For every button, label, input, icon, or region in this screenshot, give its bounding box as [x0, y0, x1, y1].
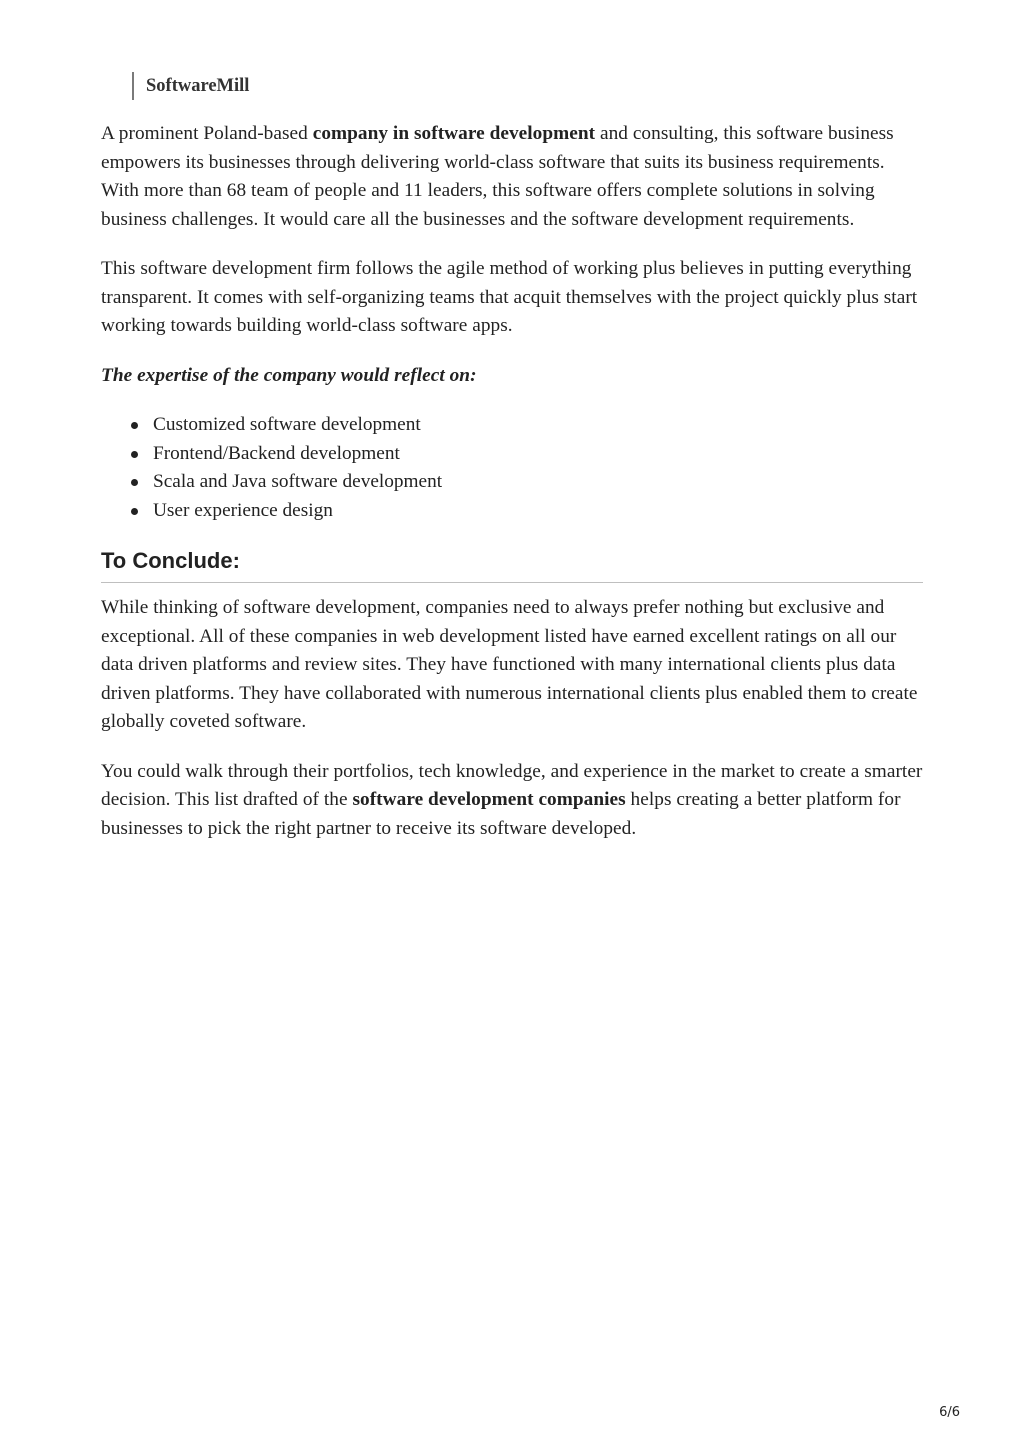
list-item-text: Frontend/Backend development [153, 442, 400, 464]
intro-text-start: A prominent Poland-based [101, 123, 313, 144]
list-item-text: User experience design [153, 499, 333, 521]
company-link-text: company in software development [312, 123, 596, 144]
portfolio-text-end: helps creating a better platform for businesses to pick the right partner to receive its software developed. [101, 789, 901, 839]
list-item [153, 497, 923, 526]
expertise-heading: The expertise of the company would reflect on: [101, 364, 477, 386]
bullet-icon [131, 508, 138, 515]
article-content [101, 120, 923, 864]
intro-text-end: and consulting, this software business empowers its businesses through delivering world-class software that suits its business requirements. With more than 68 team of people and 11 leaders, this software offers complete solutions in solving business challenges. It would care all the businesses and the software development requirements. [101, 123, 894, 230]
list-item [153, 411, 923, 440]
companies-link-text: software development companies [352, 789, 626, 810]
conclusion-heading: To Conclude: [101, 547, 923, 583]
list-item-text: Scala and Java software development [153, 471, 443, 492]
conclusion-paragraph: While thinking of software development, companies need to always prefer nothing but exclusive and exceptional. All of these companies in web development listed have earned excellent ratings on all our data driven platforms and review sites. They have functioned with many international clients plus data driven platforms. They have collaborated with numerous international clients plus enabled them to create globally coveted software. [101, 597, 918, 732]
portfolio-text-start: You could walk through their portfolios, tech knowledge, and experience in the market to create a smarter decision. This list drafted of the [101, 760, 923, 810]
list-item [153, 468, 923, 497]
page-number: 6/6 [939, 1405, 960, 1420]
agile-paragraph: This software development firm follows the agile method of working plus believes in putting everything transparent. It comes with self-organizing teams that acquit themselves with the project quickly plus start working towards building world-class software apps. [101, 258, 918, 336]
expertise-list [101, 411, 923, 525]
portfolio-paragraph [101, 758, 923, 844]
bullet-icon [131, 479, 138, 486]
quote-block [132, 72, 249, 100]
intro-paragraph [101, 120, 923, 234]
list-item-text: Customized software development [153, 414, 421, 435]
quote-company-name: SoftwareMill [146, 75, 250, 96]
list-item [153, 440, 923, 469]
bullet-icon [131, 422, 138, 429]
bullet-icon [131, 451, 138, 458]
